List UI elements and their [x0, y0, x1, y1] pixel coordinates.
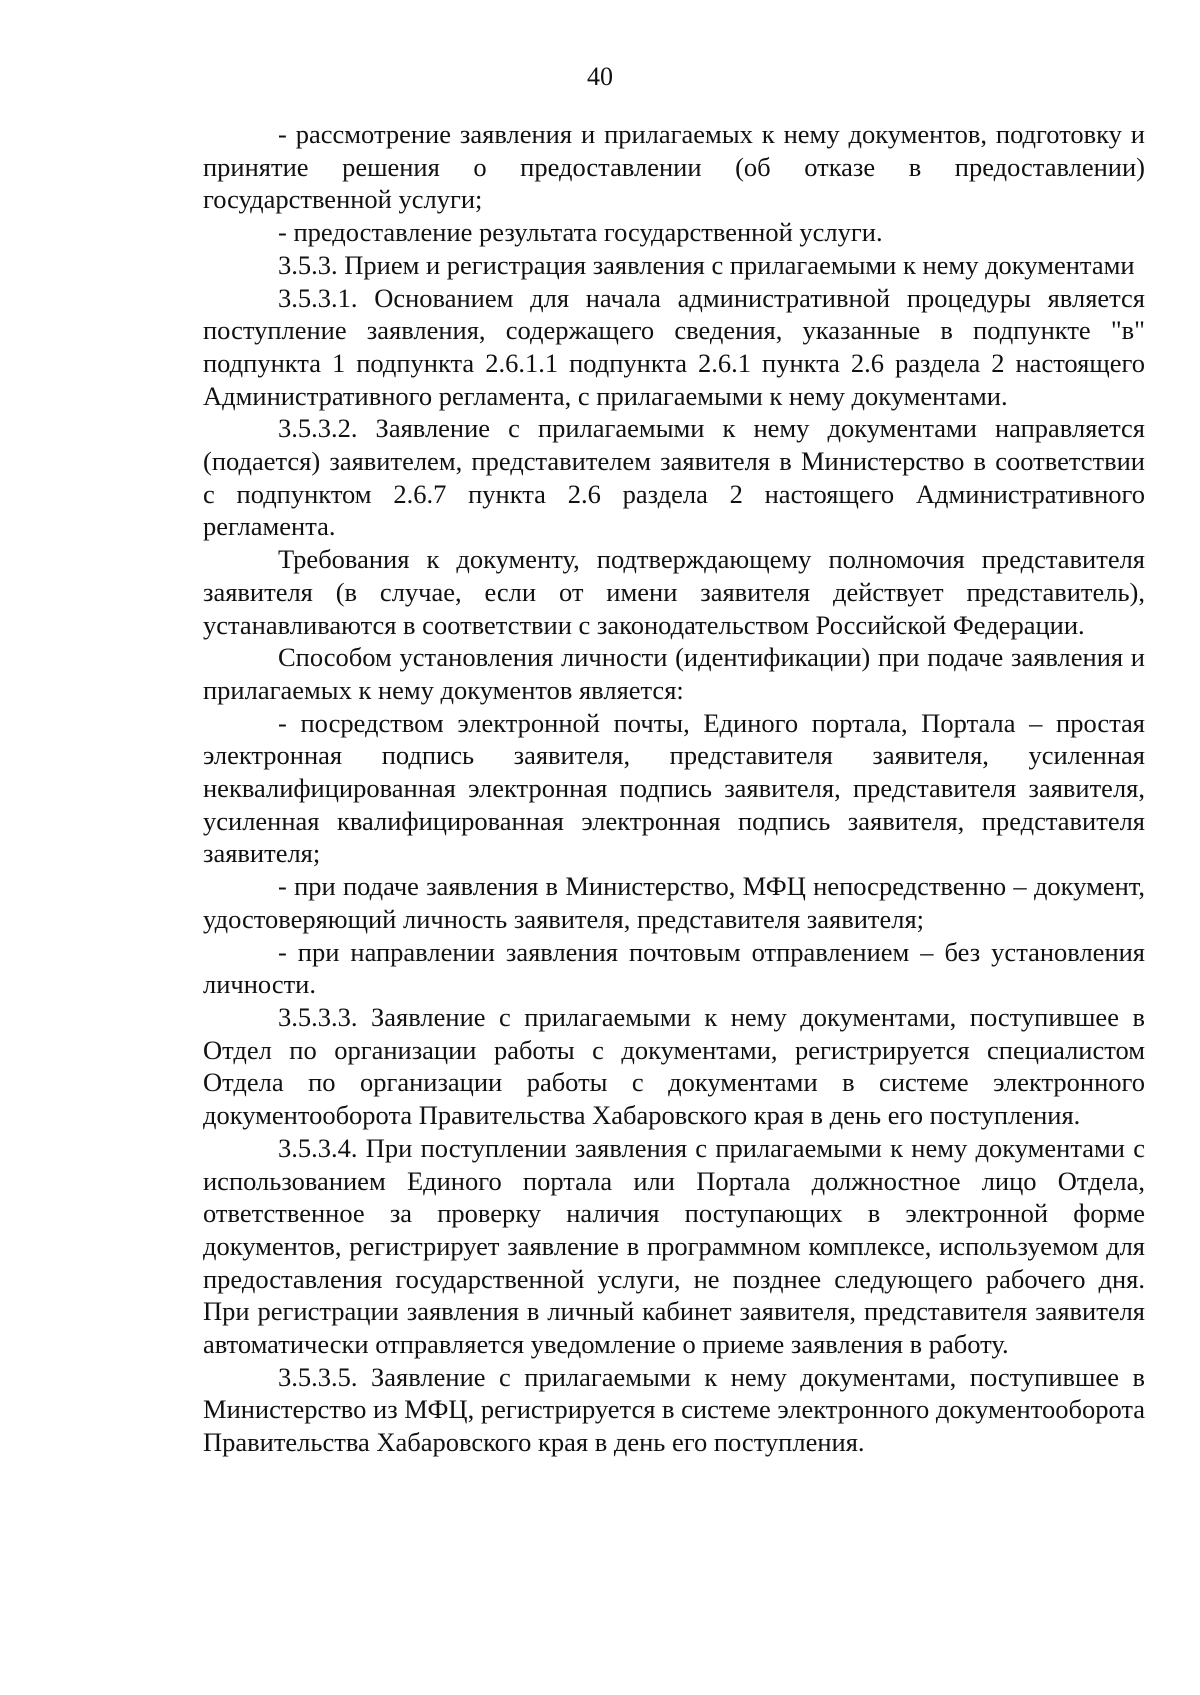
- paragraph-electronic-signature: - посредством электронной почты, Единого портала, Портала – простая электронная подпись заявителя, представителя заявителя, усиленная неквалифицированная электронная подпись заявителя, представителя заявителя, усиленная квалифицированная электронная подпись заявителя, представителя заявителя;: [203, 707, 1145, 869]
- paragraph-3-5-3-5: 3.5.3.5. Заявление с прилагаемыми к нему документами, поступившее в Министерство из МФЦ, регистрируется в системе электронного документооборота Правительства Хабаровского края в день его поступления.: [203, 1361, 1146, 1458]
- paragraph-identification-method: Способом установления личности (идентификации) при подаче заявления и прилагаемых к нему документов является:: [203, 642, 1145, 705]
- section-heading-3-5-3: 3.5.3. Прием и регистрация заявления с прилагаемыми к нему документами: [278, 249, 1135, 280]
- paragraph-3-5-3-2: 3.5.3.2. Заявление с прилагаемыми к нему документами направляется (подается) заявителем, представителем заявителя в Министерство в соответствии с подпунктом 2.6.7 пункта 2.6 раздела 2 настоящего Административного регламента.: [203, 413, 1145, 542]
- paragraph-3-5-3-4: 3.5.3.4. При поступлении заявления с прилагаемыми к нему документами с использованием Единого портала или Портала должностное лицо Отдела, ответственное за проверку наличия поступающих в электронной форме документов, регистрирует заявление в программном комплексе, используемом для предоставления государственной услуги, не позднее следующего рабочего дня. При регистрации заявления в личный кабинет заявителя, представителя заявителя автоматически отправляется уведомление о приеме заявления в работу.: [203, 1132, 1145, 1360]
- page-number: 40: [587, 62, 613, 91]
- paragraph-in-person-submission: - при подаче заявления в Министерство, МФЦ непосредственно – документ, удостоверяющий личность заявителя, представителя заявителя;: [203, 871, 1145, 934]
- paragraph-postal-submission: - при направлении заявления почтовым отправлением – без установления личности.: [203, 936, 1145, 1000]
- paragraph-provide-result: - предоставление результата государственной услуги.: [278, 217, 883, 248]
- document-body: [203, 118, 1145, 1459]
- paragraph-review-documents: - рассмотрение заявления и прилагаемых к нему документов, подготовку и принятие решения о предоставлении (об отказе в предоставлении) государственной услуги;: [203, 119, 1145, 215]
- paragraph-representative-requirements: Требования к документу, подтверждающему полномочия представителя заявителя (в случае, если от имени заявителя действует представитель), устанавливаются в соответствии с законодательством Российской Федерации.: [203, 544, 1145, 640]
- paragraph-3-5-3-1: 3.5.3.1. Основанием для начала административной процедуры является поступление заявления, содержащего сведения, указанные в подпункте "в" подпункта 1 подпункта 2.6.1.1 подпункта 2.6.1 пункта 2.6 раздела 2 настоящего Административного регламента, с прилагаемыми к нему документами.: [203, 282, 1145, 411]
- paragraph-3-5-3-3: 3.5.3.3. Заявление с прилагаемыми к нему документами, поступившее в Отдел по организации работы с документами, регистрируется специалистом Отдела по организации работы с документами в системе электронного документооборота Правительства Хабаровского края в день его поступления.: [203, 1001, 1145, 1131]
